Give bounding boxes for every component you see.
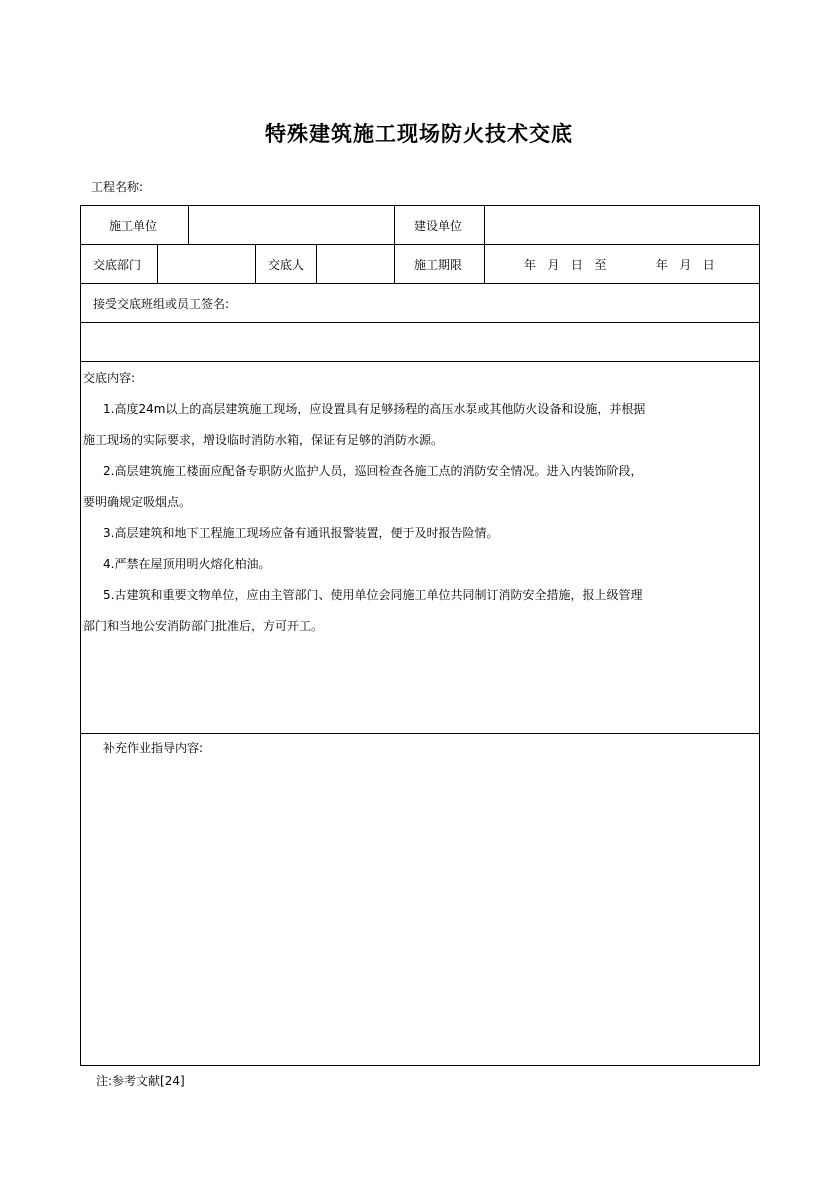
column-divider	[255, 244, 256, 283]
content-line: 5.古建筑和重要文物单位，应由主管部门、使用单位会同施工单位共同制订消防安全措施，报上级管理	[103, 588, 643, 602]
row-divider	[81, 361, 759, 362]
disclosure-form-table	[80, 205, 760, 1066]
column-divider	[188, 206, 189, 244]
content-line: 4.严禁在屋顶用明火熔化柏油。	[103, 557, 271, 571]
row-divider	[81, 733, 759, 734]
column-divider	[484, 206, 485, 283]
column-divider	[157, 244, 158, 283]
discloser-label: 交底人	[268, 258, 305, 272]
disclosure-dept-label: 交底部门	[93, 258, 142, 272]
page-title: 特殊建筑施工现场防火技术交底	[265, 122, 573, 146]
construction-period-value: 年 月 日 至 年 月 日	[524, 258, 715, 272]
content-line: 2.高层建筑施工楼面应配备专职防火监护人员，巡回检查各施工点的消防安全情况。进入内装饰阶段，	[103, 464, 643, 478]
content-line: 施工现场的实际要求，增设临时消防水箱，保证有足够的消防水源。	[83, 433, 444, 447]
row-divider	[81, 322, 759, 323]
column-divider	[394, 206, 395, 283]
content-line: 1.高度24m以上的高层建筑施工现场，应设置具有足够扬程的高压水泵或其他防火设备和设施，并根据	[103, 402, 646, 416]
row-divider	[81, 244, 759, 245]
content-label: 交底内容:	[83, 371, 136, 385]
signature-label: 接受交底班组或员工签名:	[93, 297, 230, 311]
content-line: 要明确规定吸烟点。	[83, 495, 192, 509]
content-line: 部门和当地公安消防部门批准后，方可开工。	[83, 619, 324, 633]
builder-unit-label: 建设单位	[414, 219, 463, 233]
reference-note: 注:参考文献[24]	[96, 1074, 185, 1088]
supplement-label: 补充作业指导内容:	[103, 741, 204, 755]
column-divider	[316, 244, 317, 283]
row-divider	[81, 283, 759, 284]
construction-period-label: 施工期限	[414, 258, 463, 272]
construction-unit-label: 施工单位	[109, 219, 158, 233]
project-name-label: 工程名称:	[91, 180, 144, 194]
content-line: 3.高层建筑和地下工程施工现场应备有通讯报警装置，便于及时报告险情。	[103, 526, 499, 540]
